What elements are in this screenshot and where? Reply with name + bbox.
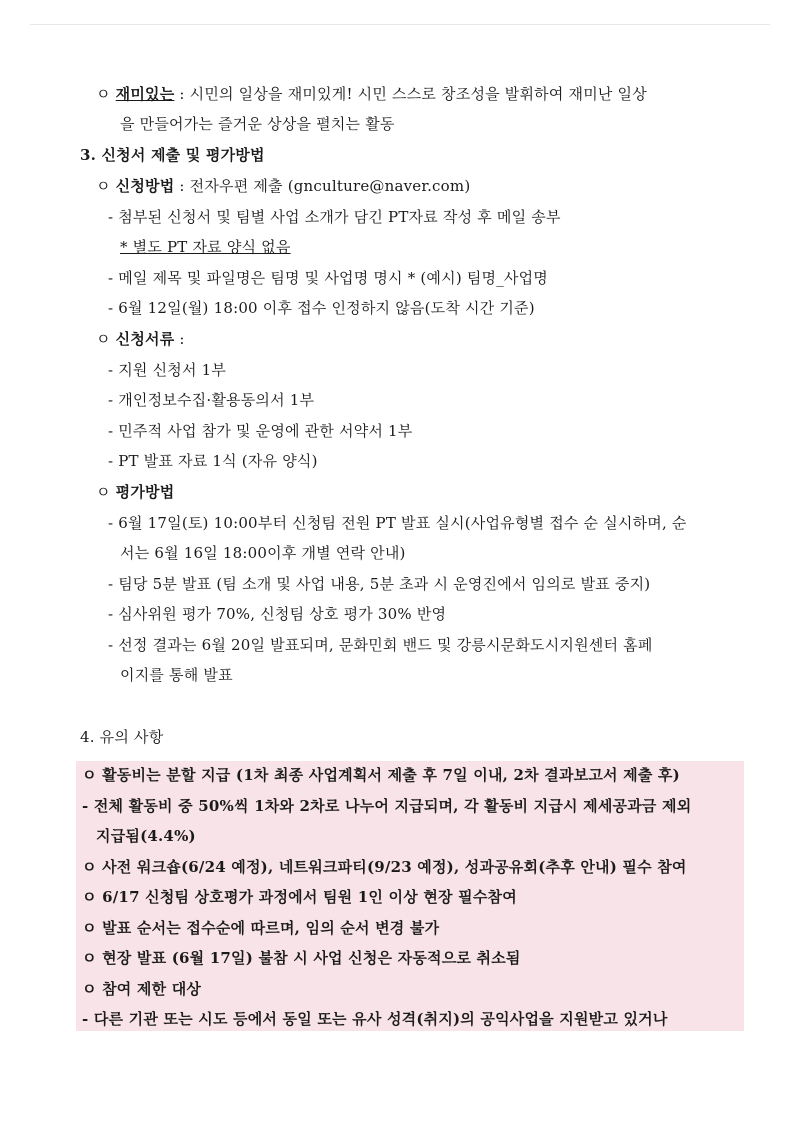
eval-sub-3: - 심사위원 평가 70%, 신청팀 상호 평가 30% 반영 — [108, 605, 447, 623]
docs-sub-4: - PT 발표 자료 1식 (자유 양식) — [108, 452, 318, 470]
notice-1: ㅇ 활동비는 분할 지급 (1차 최종 사업계획서 제출 후 7일 이내, 2차 결과보고서 제출 후) — [82, 766, 680, 784]
method-sub-1: - 첨부된 신청서 및 팀별 사업 소개가 담긴 PT자료 작성 후 메일 송부 — [108, 208, 561, 226]
eval-sub-4: - 선정 결과는 6월 20일 발표되며, 문화민회 밴드 및 강릉시문화도시지원센터 홈페 — [108, 636, 653, 654]
notice-2-cont: 지급됨(4.4%) — [96, 827, 196, 845]
eval-sub-1: - 6월 17일(토) 10:00부터 신청팀 전원 PT 발표 실시(사업유형별 접수 순 실시하며, 순 — [108, 514, 687, 532]
eval-sub-4-cont: 이지를 통해 발표 — [120, 666, 233, 684]
notice-6: ㅇ 현장 발표 (6월 17일) 불참 시 사업 신청은 자동적으로 취소됨 — [82, 949, 521, 967]
eval-method — [96, 482, 174, 502]
docs-sub-1: - 지원 신청서 1부 — [108, 361, 227, 379]
eval-sub-1-cont: 서는 6월 16일 18:00이후 개별 연락 안내) — [120, 544, 406, 562]
category-term: 재미있는 — [115, 85, 175, 103]
section-3-heading: 3. 신청서 제출 및 평가방법 — [80, 146, 265, 164]
separator: : — [174, 85, 190, 103]
page-top-rule — [30, 24, 770, 25]
section-4-heading: 4. 유의 사항 — [80, 728, 164, 746]
apply-docs-term: 신청서류 — [115, 330, 175, 348]
apply-method — [96, 176, 470, 196]
apply-docs — [96, 329, 185, 349]
method-sub-3: - 6월 12일(월) 18:00 이후 접수 인정하지 않음(도착 시간 기준) — [108, 299, 535, 317]
method-sub-2: - 메일 제목 및 파일명은 팀명 및 사업명 명시 * (예시) 팀명_사업명 — [108, 269, 548, 287]
category-item-fun — [96, 84, 647, 104]
bullet: ㅇ — [96, 85, 111, 103]
docs-sub-3: - 민주적 사업 참가 및 운영에 관한 서약서 1부 — [108, 422, 413, 440]
category-desc-cont: 을 만들어가는 즐거운 상상을 펼치는 활동 — [120, 115, 395, 133]
apply-method-term: 신청방법 — [115, 177, 175, 195]
docs-sub-2: - 개인정보수집·활용동의서 1부 — [108, 391, 315, 409]
method-note: * 별도 PT 자료 양식 없음 — [120, 238, 291, 256]
separator: : — [174, 330, 185, 348]
eval-sub-2: - 팀당 5분 발표 (팀 소개 및 사업 내용, 5분 초과 시 운영진에서 임의로 발표 중지) — [108, 575, 651, 593]
notice-5: ㅇ 발표 순서는 접수순에 따르며, 임의 순서 변경 불가 — [82, 919, 440, 937]
bullet: ㅇ — [96, 483, 111, 501]
category-desc: 시민의 일상을 재미있게! 시민 스스로 창조성을 발휘하여 재미난 일상 — [189, 85, 647, 103]
apply-method-value: : 전자우편 제출 (gnculture@naver.com) — [174, 177, 471, 195]
bullet: ㅇ — [96, 177, 111, 195]
notice-3: ㅇ 사전 워크숍(6/24 예정), 네트워크파티(9/23 예정), 성과공유회(추후 안내) 필수 참여 — [82, 858, 687, 876]
eval-method-term: 평가방법 — [115, 483, 175, 501]
notice-8: - 다른 기관 또는 시도 등에서 동일 또는 유사 성격(취지)의 공익사업을 지원받고 있거나 — [82, 1010, 668, 1028]
notice-4: ㅇ 6/17 신청팀 상호평가 과정에서 팀원 1인 이상 현장 필수참여 — [82, 888, 517, 906]
notice-7: ㅇ 참여 제한 대상 — [82, 980, 202, 998]
notice-2: - 전체 활동비 중 50%씩 1차와 2차로 나누어 지급되며, 각 활동비 지급시 제세공과금 제외 — [82, 797, 692, 815]
bullet: ㅇ — [96, 330, 111, 348]
